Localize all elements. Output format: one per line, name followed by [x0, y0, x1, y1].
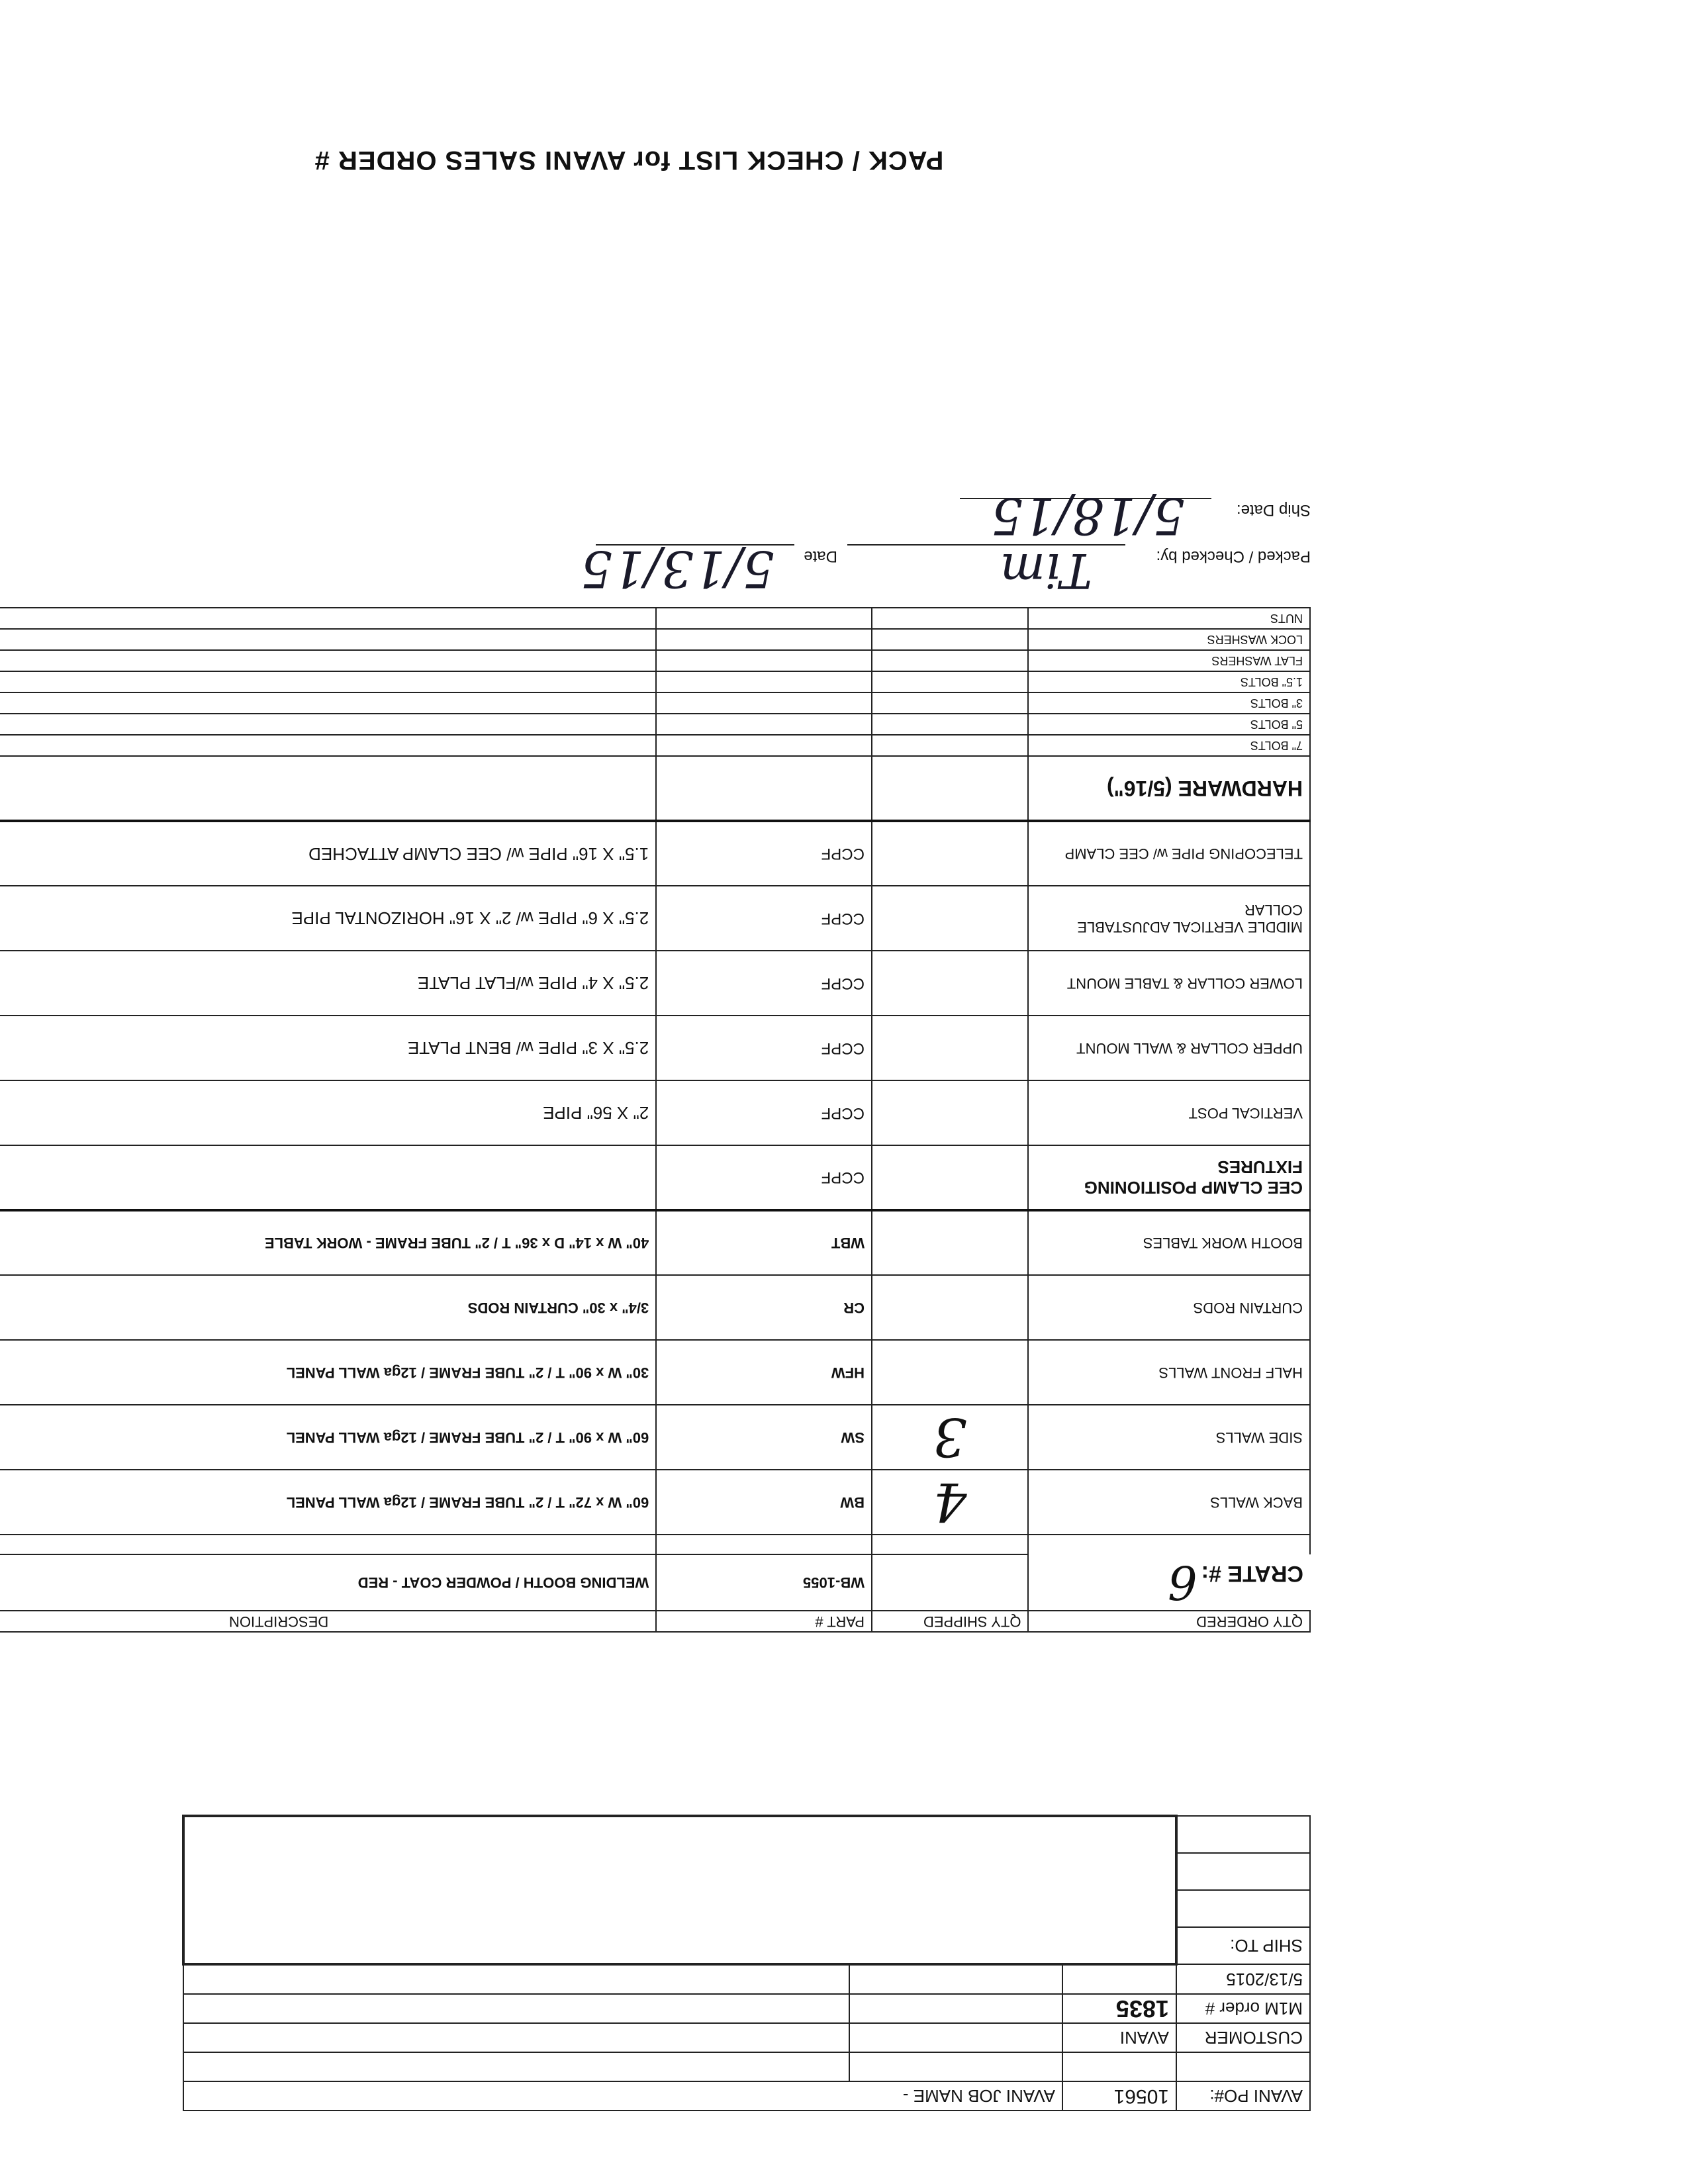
document-title: PACK / CHECK LIST for AVANI SALES ORDER # — [314, 146, 944, 175]
fixtures-heading-part: CCPF — [656, 1145, 872, 1210]
hardware-item: NUTS — [1028, 608, 1310, 629]
item-part: SW — [656, 1405, 872, 1470]
hardware-item: 7" BOLTS — [1028, 735, 1310, 756]
fixture-description: 2.5" X 6" PIPE w/ 2" X 16" HORIZONTAL PIPE — [0, 886, 656, 951]
item-qty-shipped: 3 — [872, 1405, 1029, 1470]
customer-row — [183, 2023, 1310, 2052]
item-part: CR — [656, 1275, 872, 1340]
item-part: BW — [656, 1470, 872, 1535]
hardware-heading: HARDWARE (5/16") — [1028, 756, 1310, 821]
col-part: PART # — [656, 1611, 872, 1632]
item-name: CURTAIN RODS — [1028, 1275, 1310, 1340]
crate-label: CRATE #: — [1201, 1561, 1303, 1586]
order-date: 5/13/2015 — [1176, 1964, 1310, 1994]
item-name: BOOTH WORK TABLES — [1028, 1210, 1310, 1275]
fixture-description: 2.5" X 4" PIPE w/FLAT PLATE — [0, 951, 656, 1016]
blank-row — [183, 2052, 1310, 2081]
crate-value: 6 — [1168, 1555, 1197, 1609]
m1m-label: M1M order # — [1176, 1994, 1310, 2023]
booth-description: WELDING BOOTH / POWDER COAT - RED — [0, 1554, 656, 1611]
fixture-name: VERTICAL POST — [1028, 1080, 1310, 1145]
item-description: 60" W x 72" T / 2" TUBE FRAME / 12ga WALL PANEL — [0, 1470, 656, 1535]
item-part: WBT — [656, 1210, 872, 1275]
hardware-row — [0, 735, 1310, 756]
packed-label: Packed / Checked by: — [1156, 547, 1311, 565]
po-value: 10561 — [1062, 2081, 1176, 2111]
booth-row — [0, 1554, 1310, 1611]
item-name: SIDE WALLS — [1028, 1405, 1310, 1470]
fixture-description: 2" X 56" PIPE — [0, 1080, 656, 1145]
fixture-row — [0, 821, 1310, 886]
fixture-part: CCPF — [656, 886, 872, 951]
fixture-row — [0, 886, 1310, 951]
fixture-description: 1.5" X 16" PIPE w/ CEE CLAMP ATTACHED — [0, 821, 656, 886]
hardware-row — [0, 692, 1310, 714]
item-qty-shipped — [872, 1275, 1029, 1340]
item-qty-shipped: 4 — [872, 1470, 1029, 1535]
packed-date: 5/13/15 — [581, 540, 774, 598]
fixture-part: CCPF — [656, 1080, 872, 1145]
item-qty-shipped — [872, 1210, 1029, 1275]
ship-date-label: Ship Date: — [1236, 501, 1311, 519]
date-label: Date — [804, 547, 837, 565]
hardware-row — [0, 629, 1310, 650]
item-description: 60" W x 90" T / 2" TUBE FRAME / 12ga WALL PANEL — [0, 1405, 656, 1470]
item-row — [0, 1470, 1310, 1535]
col-qty-shipped: QTY SHIPPED — [872, 1611, 1029, 1632]
packed-signature: Tim — [1000, 543, 1092, 598]
ship-to-box — [183, 1816, 1176, 1964]
job-name-label: AVANI JOB NAME - — [183, 2081, 1062, 2111]
hardware-item: FLAT WASHERS — [1028, 650, 1310, 671]
ship-to-label: SHIP TO: — [1176, 1927, 1310, 1964]
header-table — [182, 1815, 1311, 2111]
crate-cell — [1028, 1554, 1310, 1611]
item-part: HFW — [656, 1340, 872, 1405]
item-row — [0, 1340, 1310, 1405]
item-description: 30" W x 90" T / 2" TUBE FRAME / 12ga WALL PANEL — [0, 1340, 656, 1405]
hardware-row — [0, 671, 1310, 692]
col-description: DESCRIPTION — [0, 1611, 656, 1632]
hardware-item: LOCK WASHERS — [1028, 629, 1310, 650]
item-qty-shipped — [872, 1340, 1029, 1405]
customer-value: AVANI — [1062, 2023, 1176, 2052]
fixture-name: TELECOPING PIPE w/ CEE CLAMP — [1028, 821, 1310, 886]
m1m-value: 1835 — [1062, 1994, 1176, 2023]
shipto-row — [183, 1927, 1310, 1964]
column-header-row — [0, 1611, 1310, 1632]
ship-date: 5/18/15 — [991, 487, 1185, 546]
fixture-part: CCPF — [656, 821, 872, 886]
po-label: AVANI PO#: — [1176, 2081, 1310, 2111]
item-name: BACK WALLS — [1028, 1470, 1310, 1535]
fixtures-heading: CEE CLAMP POSITIONING FIXTURES — [1028, 1145, 1310, 1210]
fixture-row — [0, 1080, 1310, 1145]
fixture-name: MIDDLE VERTICAL ADJUSTABLE COLLAR — [1028, 886, 1310, 951]
fixture-row — [0, 951, 1310, 1016]
fixture-part: CCPF — [656, 951, 872, 1016]
item-row — [0, 1275, 1310, 1340]
fixture-name: UPPER COLLAR & WALL MOUNT — [1028, 1016, 1310, 1080]
hardware-item: 3" BOLTS — [1028, 692, 1310, 714]
items-table — [0, 607, 1311, 1633]
item-description: 3/4" x 30" CURTAIN RODS — [0, 1275, 656, 1340]
fixture-description: 2.5" X 3" PIPE w/ BENT PLATE — [0, 1016, 656, 1080]
hardware-row — [0, 608, 1310, 629]
fixture-name: LOWER COLLAR & TABLE MOUNT — [1028, 951, 1310, 1016]
m1m-row — [183, 1994, 1310, 2023]
customer-label: CUSTOMER — [1176, 2023, 1310, 2052]
hardware-item: 5" BOLTS — [1028, 714, 1310, 735]
hardware-row — [0, 650, 1310, 671]
hardware-heading-row — [0, 756, 1310, 821]
fixture-part: CCPF — [656, 1016, 872, 1080]
po-row — [183, 2081, 1310, 2111]
item-name: HALF FRONT WALLS — [1028, 1340, 1310, 1405]
col-qty-ordered: QTY ORDERED — [1028, 1611, 1310, 1632]
hardware-item: 1.5" BOLTS — [1028, 671, 1310, 692]
fixture-row — [0, 1016, 1310, 1080]
date-row — [183, 1964, 1310, 1994]
fixtures-heading-row — [0, 1145, 1310, 1210]
booth-part: WB-1055 — [656, 1554, 872, 1611]
item-row — [0, 1210, 1310, 1275]
item-row — [0, 1405, 1310, 1470]
item-description: 40" W x 14" D x 36" T / 2" TUBE FRAME - WORK TABLE — [0, 1210, 656, 1275]
hardware-row — [0, 714, 1310, 735]
